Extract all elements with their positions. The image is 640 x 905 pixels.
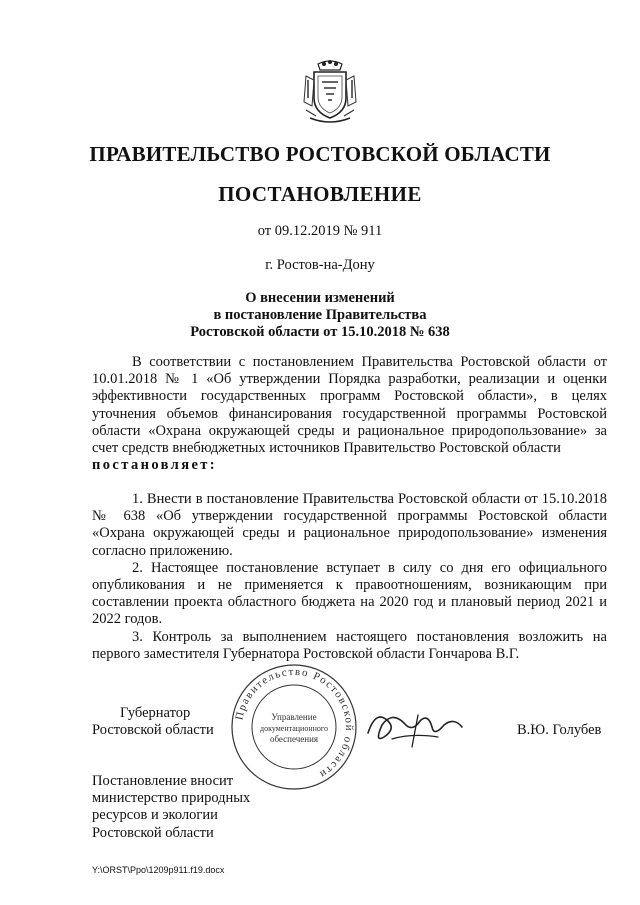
stamp-inner-text: обеспечения xyxy=(269,734,319,744)
subject-line: Ростовской области от 15.10.2018 № 638 xyxy=(190,324,450,340)
signatory-name: В.Ю. Голубев xyxy=(517,722,602,738)
subject-line: в постановление Правительства xyxy=(213,307,427,323)
preamble xyxy=(92,354,607,474)
city: г. Ростов-на-Дону xyxy=(265,257,375,273)
decree-items xyxy=(92,491,607,663)
signatory-title xyxy=(92,705,214,739)
stamp-inner-text: Управление xyxy=(271,712,317,722)
document-subject xyxy=(0,290,640,341)
subject-line: О внесении изменений xyxy=(245,290,395,306)
coat-of-arms-icon xyxy=(300,58,360,128)
date-number: от 09.12.2019 № 911 xyxy=(257,223,383,239)
decree-item: 1. Внести в постановление Правительства Ростовской области от 15.10.2018 № 638 «Об утверждении государственной программы Ростовской области «Охрана окружающей среды и рациональное природопользование» изменения согласно приложению. xyxy=(92,491,607,559)
stamp-inner-text: документационного xyxy=(260,724,328,733)
note-line: министерство природных xyxy=(92,790,251,807)
organization-title: ПРАВИТЕЛЬСТВО РОСТОВСКОЙ ОБЛАСТИ xyxy=(89,142,551,166)
signatory-title-line: Ростовской области xyxy=(92,722,214,738)
note-line: Ростовской области xyxy=(92,824,214,841)
preamble-text: В соответствии с постановлением Правительства Ростовской области от 10.01.2018 № 1 «Об утверждении Порядка разработки, реализации и оценки эффективности государственных программ Ростовской области», в целях уточнения объемов финансирования государственной программы Ростовской области «Охрана окружающей среды и рациональное природопользование» за счет средств внебюджетных источников Правительство Ростовской области xyxy=(92,354,607,457)
decree-item: 3. Контроль за выполнением настоящего постановления возложить на первого заместителя Губернатора Ростовской области Гончарова В.Г. xyxy=(92,628,607,662)
stamp-ring-text: Правительство Ростовской области xyxy=(233,665,356,781)
decree-word: постановляет: xyxy=(92,457,218,474)
decree-item: 2. Настоящее постановление вступает в силу со дня его официального опубликования и не применяется к правоотношениям, возникающим при составлении проекта областного бюджета на 2020 год и плановый период 2021 и 2022 годов. xyxy=(92,559,607,628)
submission-note xyxy=(92,773,250,842)
document-type: ПОСТАНОВЛЕНИЕ xyxy=(218,182,422,206)
note-line: ресурсов и экологии xyxy=(92,807,218,824)
signatory-title-line: Губернатор xyxy=(120,705,191,721)
handwritten-signature xyxy=(362,703,472,753)
note-line: Постановление вносит xyxy=(92,773,234,789)
file-path-footer: Y:\ORST\Ppo\1209p911.f19.docx xyxy=(92,865,225,875)
